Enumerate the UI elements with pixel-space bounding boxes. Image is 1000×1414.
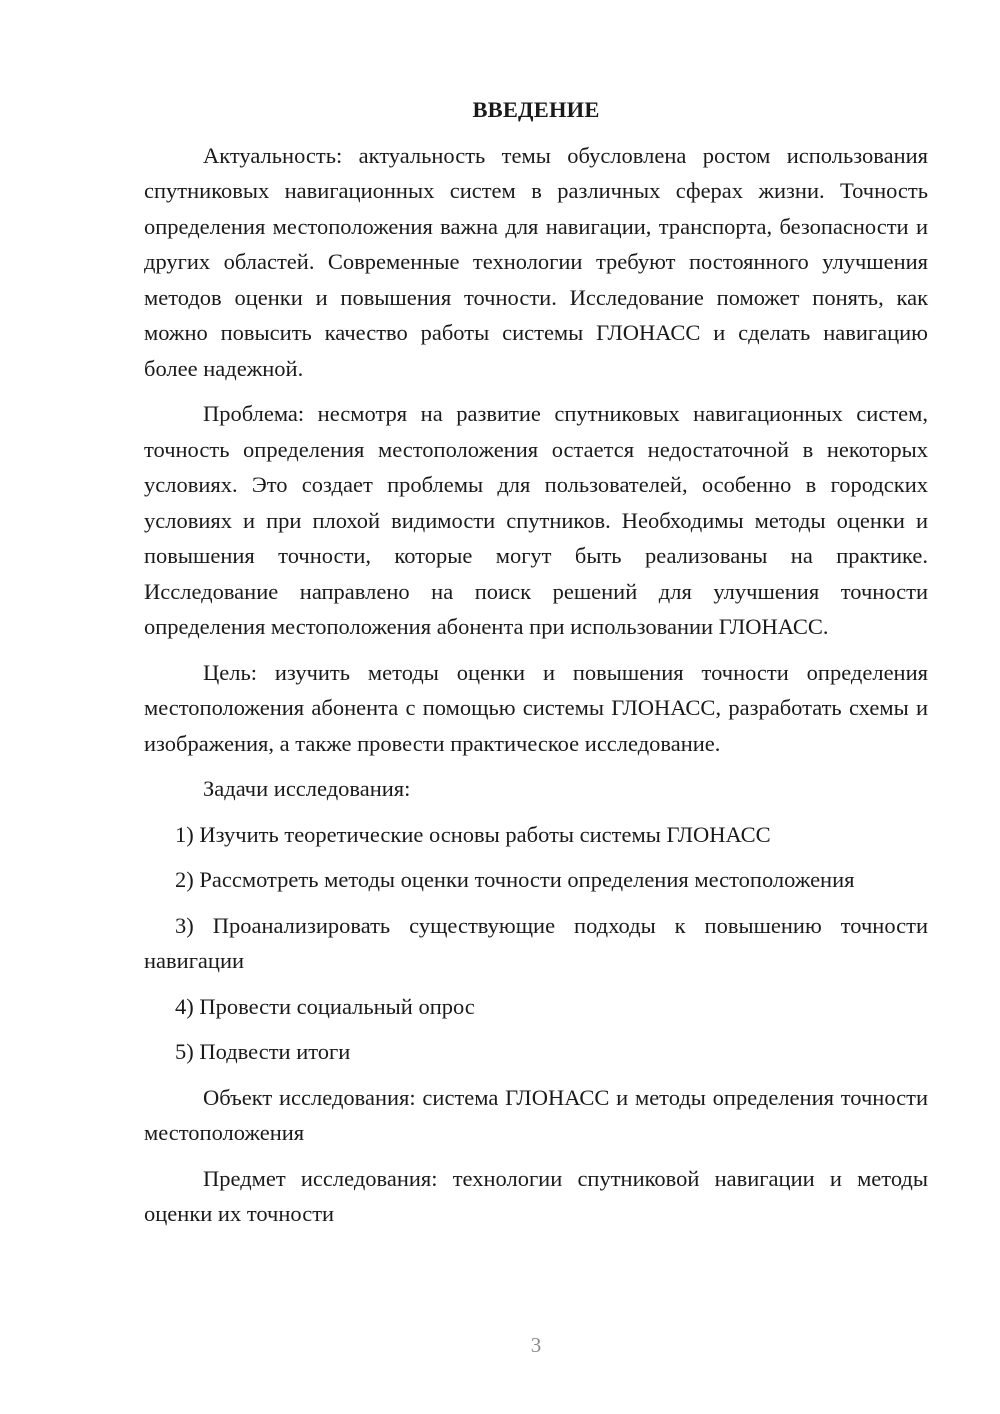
paragraph-tasks-heading: Задачи исследования: xyxy=(203,776,411,801)
task-item: 3) Проанализировать существующие подходы к повышению точности навигации xyxy=(144,912,928,973)
paragraph-object: Объект исследования: система ГЛОНАСС и методы определения точности местоположения xyxy=(144,1084,928,1145)
document-page xyxy=(144,92,928,1242)
paragraph-relevance: Актуальность: актуальность темы обусловлена ростом использования спутниковых навигационных систем в различных сферах жизни. Точность определения местоположения важна для навигации, транспорта, безопасности и других областей. Современные технологии требуют постоянного улучшения методов оценки и повышения точности. Исследование поможет понять, как можно повысить качество работы системы ГЛОНАСС и сделать навигацию более надежной. xyxy=(144,142,928,381)
paragraph-problem: Проблема: несмотря на развитие спутниковых навигационных систем, точность определения местоположения остается недостаточной в некоторых условиях. Это создает проблемы для пользователей, особенно в городских условиях и при плохой видимости спутников. Необходимы методы оценки и повышения точности, которые могут быть реализованы на практике. Исследование направлено на поиск решений для улучшения точности определения местоположения абонента при использовании ГЛОНАСС. xyxy=(144,401,928,639)
paragraph-goal: Цель: изучить методы оценки и повышения точности определения местоположения абонента с помощью системы ГЛОНАСС, разработать схемы и изображения, а также провести практическое исследование. xyxy=(144,659,928,756)
paragraph-subject: Предмет исследования: технологии спутниковой навигации и методы оценки их точности xyxy=(144,1165,928,1226)
task-item: 1) Изучить теоретические основы работы системы ГЛОНАСС xyxy=(175,821,771,847)
task-item: 5) Подвести итоги xyxy=(175,1039,351,1064)
page-title: ВВЕДЕНИЕ xyxy=(472,97,600,122)
task-item: 2) Рассмотреть методы оценки точности определения местоположения xyxy=(175,867,855,892)
task-item: 4) Провести социальный опрос xyxy=(175,993,475,1019)
page-number: 3 xyxy=(530,1333,542,1357)
